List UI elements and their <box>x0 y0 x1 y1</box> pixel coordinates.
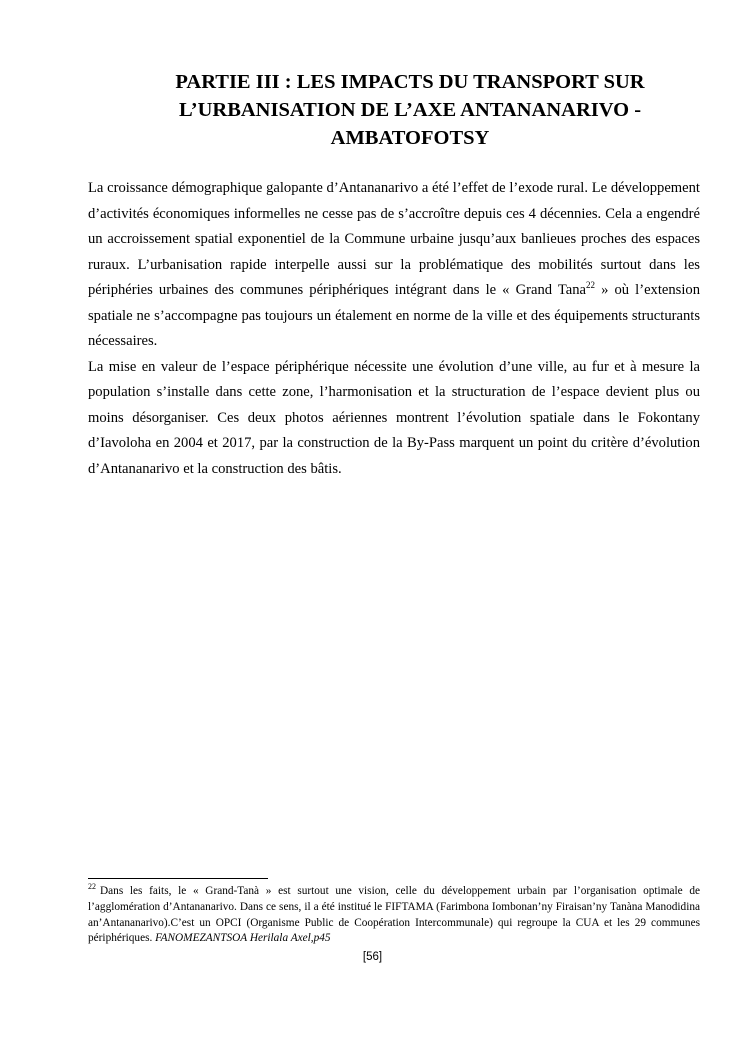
footnote-text: Dans les faits, le « Grand-Tanà » est surtout une vision, celle du développement urbain par l’organisation optimale de l’agglomération d’Antananarivo. Dans ce sens, il a été institué le FIFTAMA (Farimbona Iombonan’ny Firaisan’ny Tanàna Manodidina an’Antananarivo).C’est un OPCI (Organisme Public de Coopération Intercommunale) qui regroupe la CUA et les 29 communes périphériques. <box>88 885 700 945</box>
footnote-separator <box>88 878 268 879</box>
body-text <box>88 176 700 482</box>
paragraph-1-text-end: » où l’extension spatiale ne s’accompagne pas toujours un étalement en norme de la ville et des équipements structurants nécessaires. <box>88 282 700 349</box>
footnote-citation: FANOMEZANTSOA Herilala Axel,p45 <box>155 932 331 945</box>
section-title-line-1: PARTIE III : LES IMPACTS DU TRANSPORT SUR <box>175 71 645 93</box>
footnote-reference[interactable]: 22 <box>586 280 596 291</box>
footnote-number: 22 <box>88 882 96 892</box>
page-number: [56] <box>362 951 383 963</box>
footnote <box>88 884 700 947</box>
section-title-line-2: L’URBANISATION DE L’AXE ANTANANARIVO - <box>178 99 642 121</box>
paragraph-1 <box>88 176 700 355</box>
section-title <box>150 68 670 152</box>
paragraph-2: La mise en valeur de l’espace périphérique nécessite une évolution d’une ville, au fur et à mesure la population s’installe dans cette zone, l’harmonisation et la structuration de l’espace devient plus ou moins désorganiser. Ces deux photos aériennes montrent l’évolution spatiale dans le Fokontany d’Iavoloha en 2004 et 2017, par la construction de la By-Pass marquent un point du critère d’évolution d’Antananarivo et la construction des bâtis. <box>88 358 700 477</box>
section-title-line-3: AMBATOFOTSY <box>330 127 490 149</box>
paragraph-1-text: La croissance démographique galopante d’Antananarivo a été l’effet de l’exode rural. Le développement d’activités économiques informelles ne cesse pas de s’accroître depuis ces 4 décennies. Cela a engendré un accroissement spatial exponentiel de la Commune urbaine jusqu’aux banlieues proches des espaces ruraux. L’urbanisation rapide interpelle aussi sur la problématique des mobilités surtout dans les périphéries urbaines des communes périphériques intégrant dans le « Grand Tana <box>88 180 700 298</box>
